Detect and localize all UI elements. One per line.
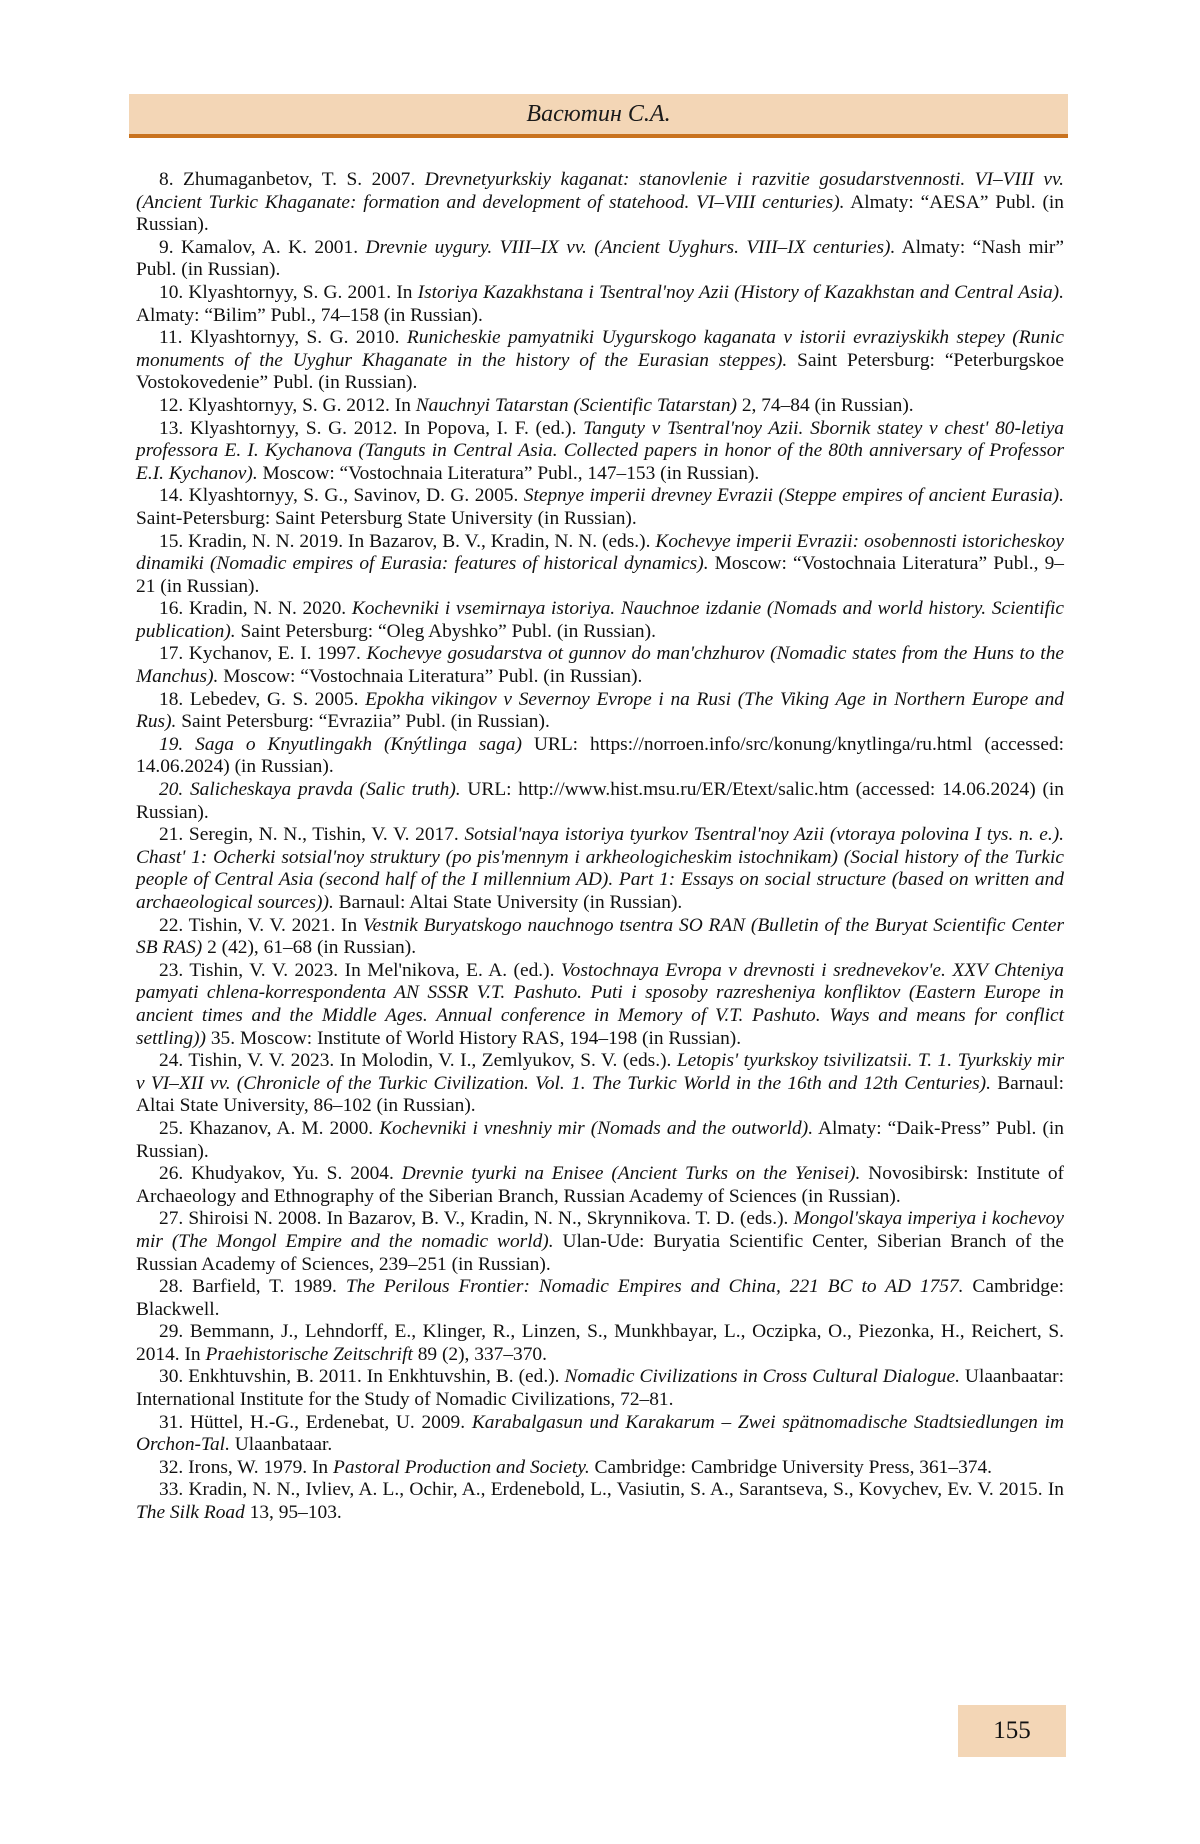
reference-entry (136, 689, 1064, 734)
reference-entry (136, 395, 1064, 418)
page-number: 155 (993, 1717, 1031, 1744)
reference-title: Nauchnyi Tatarstan (Scientific Tatarstan) (415, 394, 737, 416)
reference-title: Drevnetyurkskiy kaganat: stanovlenie i razvitie gosudarstvennosti. VI–VIII vv. (Ancient Turkic Khaganate: formation and development of statehood. VI–VIII centuries). (136, 169, 1064, 213)
reference-text: 11. Klyashtornyy, S. G. 2010. (159, 327, 407, 349)
reference-entry (136, 1457, 1064, 1480)
reference-text: 12. Klyashtornyy, S. G. 2012. In (159, 394, 416, 416)
reference-title: Vostochnaya Evropa v drevnosti i srednevekov'e. XXV Chteniya pamyati chlena-korrespondenta AN SSSR V.T. Pashuto. Puti i sposoby razresheniya konfliktov (Eastern Europe in ancient times and the Middle Ages. Annual conference in Memory of V.T. Pashuto. Ways and means for conflict settling)) (136, 959, 1065, 1049)
reference-text: Ulaanbaatar: International Institute for the Study of Nomadic Civilizations, 72–81. (136, 1366, 1064, 1411)
reference-text: 18. Lebedev, G. S. 2005. (159, 688, 366, 710)
reference-text: 31. Hüttel, H.-G., Erdenebat, U. 2009. (159, 1411, 472, 1433)
reference-text: 21. Seregin, N. N., Tishin, V. V. 2017. (159, 824, 465, 846)
reference-text: 35. Moscow: Institute of World History RAS, 194–198 (in Russian). (206, 1027, 742, 1049)
reference-text: Barnaul: Altai State University (in Russian). (333, 892, 683, 913)
reference-text: URL: https://norroen.info/src/konung/knytlinga/ru.html (accessed: 14.06.2024) (in Russian). (136, 733, 1065, 778)
reference-text: Saint Petersburg: “Evraziia” Publ. (in Russian). (176, 711, 550, 733)
reference-list (136, 169, 1064, 1525)
reference-title: The Silk Road (136, 1502, 245, 1524)
reference-title: Karabalgasun und Karakarum – Zwei spätnomadische Stadtsiedlungen im Orchon-Tal. (136, 1411, 1064, 1456)
reference-title: Istoriya Kazakhstana i Tsentral'noy Azii (History of Kazakhstan and Central Asia). (417, 281, 1064, 303)
reference-entry (136, 282, 1064, 327)
reference-title: Vestnik Buryatskogo nauchnogo tsentra SO RAN (Bulletin of the Buryat Scientific Center SB RAS) (136, 914, 1064, 959)
reference-text: 28. Barfield, T. 1989. (159, 1276, 346, 1298)
reference-text: Cambridge: Blackwell. (136, 1276, 1064, 1320)
reference-text: Moscow: “Vostochnaia Literatura” Publ. (in Russian). (218, 666, 643, 688)
reference-entry (136, 734, 1064, 779)
reference-entry (136, 1321, 1064, 1366)
reference-entry (136, 327, 1064, 395)
reference-title: 20. Salicheskaya pravda (Salic truth). (159, 779, 461, 801)
reference-text: Almaty: “Nash mir” Publ. (in Russian). (136, 236, 1064, 281)
reference-entry (136, 237, 1064, 282)
reference-text: 15. Kradin, N. N. 2019. In Bazarov, B. V., Kradin, N. N. (eds.). (159, 530, 656, 552)
reference-text: URL: http://www.hist.msu.ru/ER/Etext/salic.htm (accessed: 14.06.2024) (in Russian). (136, 779, 1064, 823)
reference-title: Drevnie uygury. VIII–IX vv. (Ancient Uyghurs. VIII–IX centuries). (365, 236, 896, 258)
reference-text: Saint-Petersburg: Saint Petersburg State University (in Russian). (136, 507, 637, 529)
reference-text: Almaty: “Daik-Press” Publ. (in Russian). (136, 1117, 1064, 1162)
reference-text: Ulaanbataar. (229, 1434, 333, 1456)
reference-text: Ulan-Ude: Buryatia Scientific Center, Siberian Branch of the Russian Academy of Sciences, 239–251 (in Russian). (136, 1230, 1064, 1275)
reference-entry (136, 1479, 1064, 1524)
reference-title: Stepnye imperii drevney Evrazii (Steppe empires of ancient Eurasia). (523, 485, 1064, 507)
reference-text: 10. Klyashtornyy, S. G. 2001. In (159, 281, 418, 303)
reference-title: Letopis' tyurkskoy tsivilizatsii. T. 1. Tyurkskiy mir v VI–XII vv. (Chronicle of the Turkic Civilization. Vol. 1. The Turkic World in the 16th and 12th Centuries). (136, 1050, 1064, 1094)
reference-text: Barnaul: Altai State University, 86–102 (in Russian). (136, 1072, 1064, 1117)
reference-text: 16. Kradin, N. N. 2020. (159, 598, 352, 620)
reference-text: 2, 74–84 (in Russian). (736, 394, 914, 416)
reference-text: 8. Zhumaganbetov, T. S. 2007. (159, 169, 425, 190)
reference-entry (136, 1050, 1064, 1118)
reference-title: Sotsial'naya istoriya tyurkov Tsentral'noy Azii (vtoraya polovina I tys. n. e.). Chast' 1: Ocherki sotsial'noy struktury (po pis'mennym i arkheologicheskim istochnikam) (Social history of the Turkic people of Central Asia (second half of the I millennium AD). Part 1: Essays on social structure (based on written and archaeological sources)). (136, 824, 1065, 913)
reference-text: Novosibirsk: Institute of Archaeology and Ethnography of the Siberian Branch, Russian Academy of Sciences (in Russian). (136, 1163, 1065, 1207)
reference-title: Mongol'skaya imperiya i kochevoy mir (The Mongol Empire and the nomadic world). (136, 1208, 1064, 1252)
reference-title: Tanguty v Tsentral'noy Azii. Sbornik statey v chest' 80-letiya professora E. I. Kychanova (Tanguts in Central Asia. Collected papers in honor of the 80th anniversary of Professor E.I. Kychanov). (136, 417, 1064, 484)
reference-entry (136, 824, 1064, 914)
reference-entry (136, 1276, 1064, 1321)
reference-text: 29. Bemmann, J., Lehndorff, E., Klinger, R., Linzen, S., Munkhbayar, L., Oczipka, O., Piezonka, H., Reichert, S. 2014. In (136, 1321, 1064, 1365)
reference-text: 26. Khudyakov, Yu. S. 2004. (159, 1163, 402, 1185)
reference-title: Kochevye gosudarstva ot gunnov do man'chzhurov (Nomadic states from the Huns to the Manchus). (136, 643, 1064, 688)
reference-text: Saint Petersburg: “Oleg Abyshko” Publ. (in Russian). (235, 620, 656, 642)
reference-title: Kochevniki i vneshniy mir (Nomads and the outworld). (379, 1117, 814, 1139)
reference-text: 24. Tishin, V. V. 2023. In Molodin, V. I., Zemlyukov, S. V. (eds.). (159, 1050, 677, 1072)
reference-text: Moscow: “Vostochnaia Literatura” Publ., 9–21 (in Russian). (136, 553, 1064, 597)
reference-text: 30. Enkhtuvshin, B. 2011. In Enkhtuvshin, B. (ed.). (159, 1366, 565, 1388)
reference-text: 22. Tishin, V. V. 2021. In (159, 914, 363, 936)
reference-title: Praehistorische Zeitschrift (205, 1343, 413, 1365)
reference-text: 9. Kamalov, A. K. 2001. (159, 236, 366, 258)
reference-entry (136, 643, 1064, 688)
reference-entry (136, 598, 1064, 643)
reference-title: Runicheskie pamyatniki Uygurskogo kaganata v istorii evraziyskikh stepey (Runic monuments of the Uyghur Khaganate in the history of the Eurasian steppes). (136, 327, 1064, 371)
reference-text: 2 (42), 61–68 (in Russian). (202, 937, 417, 959)
reference-text: 25. Khazanov, A. M. 2000. (159, 1117, 380, 1139)
reference-text: Almaty: “Bilim” Publ., 74–158 (in Russian). (136, 304, 483, 326)
reference-entry (136, 960, 1064, 1050)
page-number-box (958, 1705, 1066, 1757)
reference-entry (136, 1118, 1064, 1163)
reference-text: 17. Kychanov, E. I. 1997. (159, 643, 367, 665)
reference-entry (136, 1412, 1064, 1457)
reference-text: 89 (2), 337–370. (412, 1343, 547, 1365)
reference-text: 23. Tishin, V. V. 2023. In Mel'nikova, E. A. (ed.). (159, 959, 561, 981)
reference-entry (136, 1208, 1064, 1276)
reference-text: Almaty: “AESA” Publ. (in Russian). (136, 191, 1065, 236)
reference-text: 33. Kradin, N. N., Ivliev, A. L., Ochir, A., Erdenebold, L., Vasiutin, S. A., Sarantseva, S., Kovychev, Ev. V. 2015. In (159, 1479, 1064, 1501)
reference-text: Saint Petersburg: “Peterburgskoe Vostokovedenie” Publ. (in Russian). (136, 349, 1065, 394)
reference-text: 13. Klyashtornyy, S. G. 2012. In Popova, I. F. (ed.). (159, 417, 584, 439)
reference-title: Kochevniki i vsemirnaya istoriya. Nauchnoe izdanie (Nomads and world history. Scientific publication). (136, 598, 1064, 642)
reference-title: Nomadic Civilizations in Cross Cultural Dialogue. (564, 1366, 960, 1388)
reference-title: 19. Saga o Knyutlingakh (Knýtlinga saga) (159, 733, 522, 755)
reference-text: 27. Shiroisi N. 2008. In Bazarov, B. V., Kradin, N. N., Skrynnikova. T. D. (eds.). (159, 1208, 794, 1230)
reference-title: Drevnie tyurki na Enisee (Ancient Turks on the Yenisei). (401, 1163, 861, 1185)
reference-entry (136, 169, 1064, 237)
reference-text: Cambridge: Cambridge University Press, 361–374. (589, 1456, 993, 1478)
reference-entry (136, 915, 1064, 960)
reference-entry (136, 779, 1064, 824)
reference-entry (136, 485, 1064, 530)
header-title: Васютин С.А. (526, 100, 671, 127)
reference-entry (136, 418, 1064, 486)
reference-entry (136, 531, 1064, 599)
reference-text: Moscow: “Vostochnaia Literatura” Publ., 147–153 (in Russian). (257, 462, 760, 484)
reference-entry (136, 1163, 1064, 1208)
reference-text: 14. Klyashtornyy, S. G., Savinov, D. G. 2005. (159, 485, 524, 507)
reference-title: The Perilous Frontier: Nomadic Empires and China, 221 BC to AD 1757. (345, 1276, 964, 1298)
reference-title: Epokha vikingov v Severnoy Evrope i na Rusi (The Viking Age in Northern Europe and Rus). (136, 688, 1064, 733)
reference-text: 32. Irons, W. 1979. In (159, 1456, 333, 1478)
reference-title: Kochevye imperii Evrazii: osobennosti istoricheskoy dinamiki (Nomadic empires of Eurasia: features of historical dynamics). (136, 530, 1064, 575)
reference-text: 13, 95–103. (244, 1502, 342, 1524)
reference-entry (136, 1366, 1064, 1411)
running-header (129, 94, 1068, 138)
reference-title: Pastoral Production and Society. (332, 1456, 590, 1478)
